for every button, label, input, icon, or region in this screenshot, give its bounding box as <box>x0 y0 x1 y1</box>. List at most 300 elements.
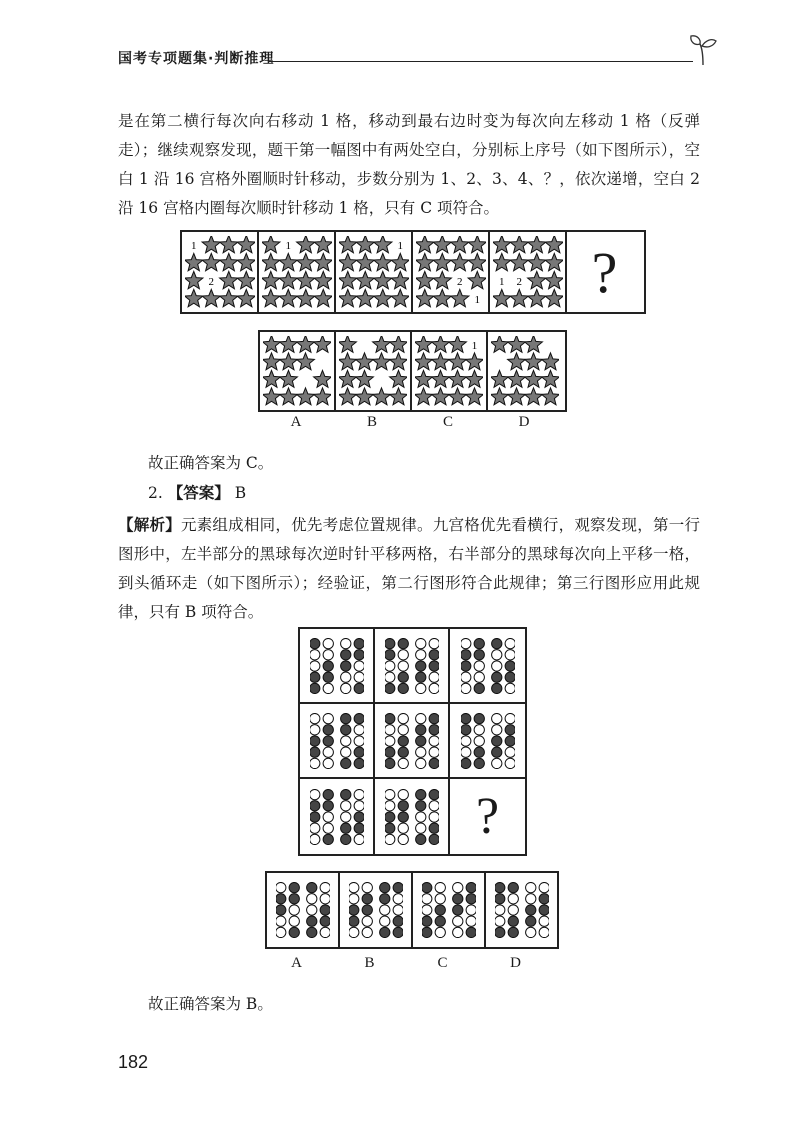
sprout-icon <box>688 32 718 66</box>
black-ball <box>323 789 333 799</box>
answer-tag: 【答案】 <box>167 483 230 502</box>
star-icon <box>185 271 203 288</box>
white-ball <box>491 724 501 734</box>
question-mark-cell <box>450 779 525 854</box>
star-icon <box>280 370 298 387</box>
star-icon <box>314 336 331 352</box>
white-ball <box>461 747 471 757</box>
white-ball <box>525 882 535 892</box>
star-question-cell <box>413 232 490 312</box>
star-icon <box>314 253 332 270</box>
black-ball <box>385 638 395 648</box>
star-icon <box>339 253 357 270</box>
star-icon <box>542 353 559 370</box>
white-ball <box>429 683 439 693</box>
analysis-text: 元素组成相同，优先考虑位置规律。九宫格优先看横行，观察发现，第一行图形中，左半部分的黑球每次逆时针平移两格，右半部分的黑球每次向上平移一格，到头循环走（如下图所示）；经验证，第二行图形符合此规律；第三行图形应用此规律，只有 B 项符合。 <box>118 516 700 621</box>
white-ball <box>398 758 408 768</box>
white-ball <box>340 735 350 745</box>
white-ball <box>508 905 518 915</box>
white-ball <box>505 758 515 768</box>
white-ball <box>491 660 501 670</box>
white-ball <box>429 747 439 757</box>
star-icon <box>450 289 468 306</box>
white-ball <box>491 758 501 768</box>
black-ball <box>289 894 299 904</box>
star-icon <box>510 289 528 306</box>
white-ball <box>505 683 515 693</box>
star-icon <box>373 388 391 405</box>
black-ball <box>422 916 432 926</box>
white-ball <box>310 660 320 670</box>
star-icon <box>339 271 357 288</box>
black-ball <box>474 713 484 723</box>
white-ball <box>310 713 320 723</box>
star-icon <box>493 236 511 253</box>
black-ball <box>379 927 389 937</box>
white-ball <box>398 660 408 670</box>
star-icon <box>415 336 432 352</box>
star-icon <box>219 271 237 288</box>
white-ball <box>474 660 484 670</box>
black-ball <box>415 672 425 682</box>
star-icon <box>296 271 314 288</box>
black-ball <box>461 649 471 659</box>
white-ball <box>398 789 408 799</box>
black-ball <box>429 834 439 844</box>
star-icon <box>237 236 255 253</box>
star-icon <box>390 370 407 387</box>
star-icon <box>468 271 486 288</box>
white-ball <box>505 747 515 757</box>
black-ball <box>354 683 364 693</box>
star-icon <box>527 253 545 270</box>
ball-grid-cell <box>375 779 450 854</box>
white-ball <box>289 916 299 926</box>
star-icon <box>468 253 486 270</box>
star-icon <box>450 236 468 253</box>
question-number: 2. <box>148 484 163 502</box>
blank-position-number: 1 <box>498 276 504 288</box>
white-ball <box>539 927 549 937</box>
star-icon <box>373 336 391 352</box>
star-options-figure <box>258 330 567 412</box>
black-ball <box>461 758 471 768</box>
option-label: A <box>290 414 302 430</box>
black-ball <box>415 724 425 734</box>
star-icon <box>297 388 315 405</box>
star-icon <box>279 289 297 306</box>
star-icon <box>297 336 315 352</box>
white-ball <box>310 649 320 659</box>
black-ball <box>306 916 316 926</box>
white-ball <box>474 735 484 745</box>
white-ball <box>385 789 395 799</box>
black-ball <box>525 905 535 915</box>
blank-position-number: 1 <box>190 240 196 252</box>
white-ball <box>310 758 320 768</box>
star-icon <box>356 353 374 370</box>
star-icon <box>432 336 450 352</box>
analysis-tag: 【解析】 <box>118 515 181 534</box>
star-icon <box>433 289 451 306</box>
black-ball <box>354 649 364 659</box>
white-ball <box>422 905 432 915</box>
black-ball <box>415 660 425 670</box>
star-icon <box>493 289 511 306</box>
white-ball <box>276 882 286 892</box>
black-ball <box>415 800 425 810</box>
black-ball <box>466 882 476 892</box>
star-icon <box>314 388 331 405</box>
star-icon <box>450 253 468 270</box>
black-ball <box>491 638 501 648</box>
star-icon <box>491 388 508 405</box>
black-ball <box>495 894 505 904</box>
header-rule <box>268 61 693 62</box>
option-label: A <box>291 955 302 971</box>
black-ball <box>429 649 439 659</box>
black-ball <box>466 894 476 904</box>
star-icon <box>432 370 450 387</box>
star-icon <box>510 236 528 253</box>
white-ball <box>385 660 395 670</box>
star-icon <box>525 353 543 370</box>
star-icon <box>185 289 203 306</box>
white-ball <box>362 927 372 937</box>
white-ball <box>340 747 350 757</box>
white-ball <box>276 916 286 926</box>
black-ball <box>323 735 333 745</box>
star-option-b <box>336 332 412 410</box>
white-ball <box>461 638 471 648</box>
white-ball <box>525 894 535 904</box>
black-ball <box>452 894 462 904</box>
star-icon <box>432 353 450 370</box>
black-ball <box>474 649 484 659</box>
black-ball <box>379 894 389 904</box>
black-ball <box>398 800 408 810</box>
star-icon <box>279 253 297 270</box>
ball-options-figure <box>265 871 559 949</box>
black-ball <box>415 735 425 745</box>
star-icon <box>527 289 545 306</box>
black-ball <box>461 724 471 734</box>
star-icon <box>508 336 526 352</box>
star-icon <box>527 271 545 288</box>
answer-value: B <box>234 484 247 502</box>
white-ball <box>379 916 389 926</box>
white-ball <box>362 916 372 926</box>
white-ball <box>435 894 445 904</box>
ball-grid-cell <box>375 704 450 779</box>
black-ball <box>422 882 432 892</box>
star-icon <box>542 388 559 405</box>
black-ball <box>289 927 299 937</box>
star-icon <box>262 289 280 306</box>
star-icon <box>262 253 280 270</box>
black-ball <box>435 916 445 926</box>
star-icon <box>356 236 374 253</box>
white-ball <box>310 823 320 833</box>
black-ball <box>429 713 439 723</box>
white-ball <box>349 927 359 937</box>
white-ball <box>429 638 439 648</box>
star-icon <box>545 253 563 270</box>
question-mark: ? <box>591 239 618 305</box>
running-header: 国考专项题集·判断推理 <box>118 51 275 67</box>
black-ball <box>320 916 330 926</box>
star-icon <box>433 253 451 270</box>
star-icon <box>391 271 409 288</box>
ball-grid-cell <box>450 629 525 704</box>
white-ball <box>398 834 408 844</box>
black-ball <box>340 724 350 734</box>
star-icon <box>373 253 391 270</box>
star-icon <box>219 236 237 253</box>
star-icon <box>314 289 332 306</box>
black-ball <box>491 747 501 757</box>
black-ball <box>398 638 408 648</box>
black-ball <box>435 905 445 915</box>
option-label: C <box>442 414 453 430</box>
star-icon <box>468 236 486 253</box>
white-ball <box>385 672 395 682</box>
white-ball <box>495 905 505 915</box>
black-ball <box>354 713 364 723</box>
white-ball <box>310 724 320 734</box>
question-2-answer <box>148 482 246 504</box>
star-icon <box>279 271 297 288</box>
black-ball <box>362 905 372 915</box>
star-icon <box>391 289 409 306</box>
black-ball <box>379 882 389 892</box>
star-option-labels <box>258 414 563 431</box>
black-ball <box>539 905 549 915</box>
white-ball <box>415 811 425 821</box>
black-ball <box>310 735 320 745</box>
white-ball <box>354 735 364 745</box>
white-ball <box>354 724 364 734</box>
analysis-paragraph-1: 是在第二横行每次向右移动 1 格，移动到最右边时变为每次向左移动 1 格（反弹走）；继续观察发现，题干第一幅图中有两处空白，分别标上序号（如下图所示），空白 1 沿 16 宫格外圈顺时针移动，步数分别为 1、2、3、4、？，依次递增，空白 2 沿 16 宫格内圈每次顺时针移动 1 格，只有 C 项符合。 <box>118 112 700 217</box>
black-ball <box>306 927 316 937</box>
star-icon <box>280 353 298 370</box>
star-icon <box>280 336 298 352</box>
star-icon <box>296 236 314 253</box>
black-ball <box>310 811 320 821</box>
black-ball <box>429 823 439 833</box>
answer-statement-1: 故正确答案为 C。 <box>148 454 274 472</box>
star-icon <box>339 289 357 306</box>
ball-option-d <box>486 873 557 947</box>
white-ball <box>466 916 476 926</box>
white-ball <box>385 834 395 844</box>
star-icon <box>525 336 543 352</box>
star-icon <box>415 370 432 387</box>
white-ball <box>429 811 439 821</box>
star-icon <box>373 271 391 288</box>
black-ball <box>505 735 515 745</box>
blank-position-number: 1 <box>285 240 291 252</box>
star-icon <box>466 370 483 387</box>
white-ball <box>323 683 333 693</box>
black-ball <box>505 660 515 670</box>
star-icon <box>390 353 407 370</box>
black-ball <box>276 894 286 904</box>
black-ball <box>415 834 425 844</box>
black-ball <box>354 638 364 648</box>
white-ball <box>320 882 330 892</box>
star-icon <box>449 353 467 370</box>
star-icon <box>432 388 450 405</box>
star-icon <box>339 388 356 405</box>
black-ball <box>398 683 408 693</box>
black-ball <box>474 747 484 757</box>
black-ball <box>429 660 439 670</box>
option-label: B <box>366 414 377 430</box>
star-icon <box>449 370 467 387</box>
white-ball <box>306 894 316 904</box>
star-icon <box>296 289 314 306</box>
star-icon <box>433 271 451 288</box>
white-ball <box>354 834 364 844</box>
star-icon <box>356 253 374 270</box>
star-icon <box>466 388 483 405</box>
star-icon <box>449 336 467 352</box>
black-ball <box>385 811 395 821</box>
white-ball <box>429 672 439 682</box>
ball-grid-cell <box>300 704 375 779</box>
option-label: D <box>518 414 530 430</box>
black-ball <box>354 747 364 757</box>
white-ball <box>539 916 549 926</box>
white-ball <box>474 724 484 734</box>
white-ball <box>354 800 364 810</box>
white-ball <box>398 823 408 833</box>
star-icon <box>339 370 356 387</box>
star-icon <box>525 370 543 387</box>
star-icon <box>510 253 528 270</box>
black-ball <box>505 724 515 734</box>
black-ball <box>323 724 333 734</box>
white-ball <box>385 800 395 810</box>
black-ball <box>415 789 425 799</box>
star-icon <box>491 336 508 352</box>
white-ball <box>320 927 330 937</box>
black-ball <box>310 800 320 810</box>
white-ball <box>491 713 501 723</box>
ball-grid-cell <box>300 779 375 854</box>
page-number: 182 <box>118 1052 149 1072</box>
white-ball <box>415 638 425 648</box>
star-icon <box>237 271 255 288</box>
star-icon <box>202 236 220 253</box>
white-ball <box>452 927 462 937</box>
blank-position-number: 2 <box>456 276 462 288</box>
star-icon <box>314 236 332 253</box>
white-ball <box>435 927 445 937</box>
star-icon <box>280 388 298 405</box>
white-ball <box>398 713 408 723</box>
white-ball <box>461 683 471 693</box>
ball-grid-cell <box>375 629 450 704</box>
white-ball <box>306 905 316 915</box>
white-ball <box>323 638 333 648</box>
black-ball <box>422 927 432 937</box>
black-ball <box>310 638 320 648</box>
star-icon <box>415 353 432 370</box>
white-ball <box>349 882 359 892</box>
star-icon <box>433 236 451 253</box>
black-ball <box>310 672 320 682</box>
star-icon <box>508 388 526 405</box>
black-ball <box>393 882 403 892</box>
white-ball <box>415 649 425 659</box>
white-ball <box>393 894 403 904</box>
white-ball <box>320 894 330 904</box>
white-ball <box>452 916 462 926</box>
white-ball <box>385 724 395 734</box>
black-ball <box>495 882 505 892</box>
black-ball <box>349 916 359 926</box>
black-ball <box>525 916 535 926</box>
star-icon <box>416 289 434 306</box>
black-ball <box>340 823 350 833</box>
black-ball <box>385 823 395 833</box>
white-ball <box>323 713 333 723</box>
black-ball <box>491 735 501 745</box>
question-mark-cell <box>567 232 642 312</box>
white-ball <box>276 927 286 937</box>
white-ball <box>398 649 408 659</box>
black-ball <box>340 834 350 844</box>
star-icon <box>493 253 511 270</box>
black-ball <box>398 672 408 682</box>
star-icon <box>297 353 315 370</box>
ball-grid-cell <box>300 629 375 704</box>
black-ball <box>310 683 320 693</box>
black-ball <box>539 894 549 904</box>
star-icon <box>508 370 526 387</box>
white-ball <box>393 905 403 915</box>
star-icon <box>466 353 483 370</box>
black-ball <box>385 683 395 693</box>
white-ball <box>505 713 515 723</box>
black-ball <box>398 735 408 745</box>
star-question-cell <box>259 232 336 312</box>
ball-option-a <box>267 873 340 947</box>
question-mark: ? <box>475 788 500 845</box>
black-ball <box>393 927 403 937</box>
white-ball <box>429 800 439 810</box>
white-ball <box>466 905 476 915</box>
white-ball <box>415 683 425 693</box>
black-ball <box>354 823 364 833</box>
white-ball <box>323 758 333 768</box>
white-ball <box>435 882 445 892</box>
star-icon <box>525 388 543 405</box>
star-icon <box>202 289 220 306</box>
white-ball <box>289 905 299 915</box>
white-ball <box>495 916 505 926</box>
white-ball <box>525 927 535 937</box>
star-icon <box>263 336 280 352</box>
black-ball <box>466 927 476 937</box>
white-ball <box>310 789 320 799</box>
black-ball <box>474 638 484 648</box>
white-ball <box>505 638 515 648</box>
white-ball <box>349 894 359 904</box>
white-ball <box>340 800 350 810</box>
